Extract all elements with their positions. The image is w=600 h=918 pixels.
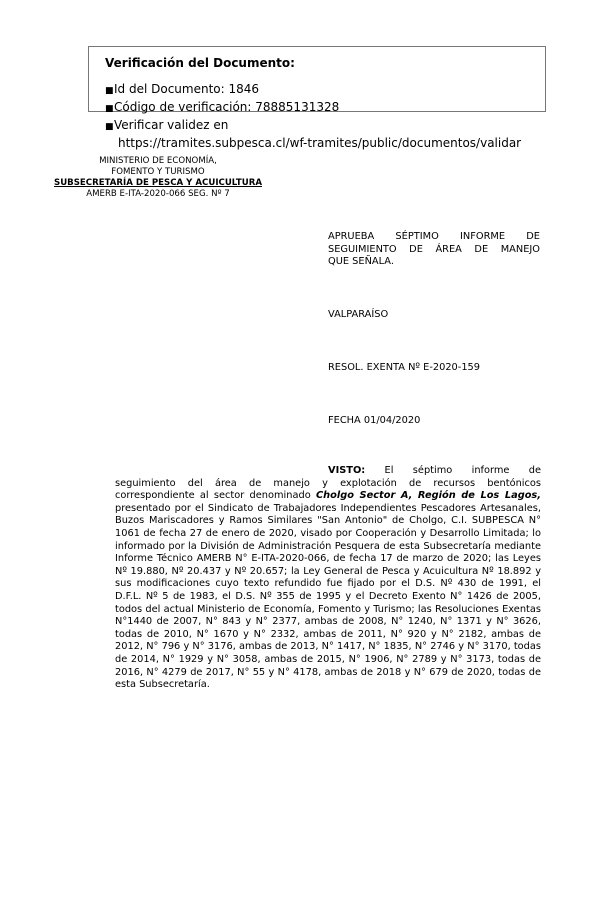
visto-first-line — [115, 465, 541, 478]
verification-code-item — [105, 99, 521, 117]
verify-validity-label: Verificar validez en — [114, 118, 229, 132]
issuer-header — [30, 156, 286, 200]
subsecretaria-name: SUBSECRETARÍA DE PESCA Y ACUICULTURA — [54, 178, 262, 188]
visto-label: VISTO: — [328, 465, 366, 476]
resolution-number: RESOL. EXENTA Nº E-2020-159 — [328, 362, 481, 373]
bullet-icon: ■ — [105, 122, 114, 132]
verification-code: Código de verificación: 78885131328 — [114, 100, 340, 114]
summary-line: SEGUIMIENTO DE ÁREA DE MANEJO — [328, 243, 540, 255]
verification-list — [105, 81, 521, 151]
visto-paragraph — [115, 465, 541, 692]
visto-text-a: seguimiento del área de manejo y explotación de recursos bentónicos correspondiente al sector denominado — [115, 477, 541, 502]
sector-name: Cholgo Sector A, Región de Los Lagos, — [315, 490, 541, 502]
document-id-item — [105, 81, 521, 99]
verification-url[interactable]: https://tramites.subpesca.cl/wf-tramites/public/documentos/validar — [118, 136, 522, 150]
document-id: Id del Documento: 1846 — [114, 82, 260, 96]
resolution-summary — [328, 231, 540, 269]
visto-text-b: presentado por el Sindicato de Trabajadores Independientes Pescadores Artesanales, Buzos Mariscadores y Ramos Similares "San Antonio" de Cholgo, C.I. SUBPESCA N° 1061 de fecha 27 de enero de 2020, visado por Cooperación y Desarrollo Limitada; lo informado por la División de Administración Pesquera de esta Subsecretaría mediante Informe Técnico AMERB N° E-ITA-2020-066, de fecha 17 de marzo de 2020; las Leyes Nº 19.880, Nº 20.437 y Nº 20.657; la Ley General de Pesca y Acuicultura Nº 18.892 y sus modificaciones cuyo texto refundido fue fijado por el D.S. Nº 430 de 1991, el D.F.L. Nº 5 de 1983, el D.S. Nº 355 de 1995 y el Decreto Exento N° 1426 de 2005, todos del actual Ministerio de Economía, Fomento y Turismo; las Resoluciones Exentas N°1440 de 2007, N° 843 y N° 2377, ambas de 2008, N° 1240, N° 1371 y N° 3626, todas de 2010, N° 1670 y N° 2332, ambas de 2011, N° 920 y N° 2182, ambas de 2012, N° 796 y N° 3176, ambas de 2013, N° 1417, N° 1835, N° 2746 y N° 3170, todas de 2014, N° 1929 y N° 3058, ambas de 2015, N° 1906, N° 2789 y N° 3173, todas de 2016, N° 4279 de 2017, N° 55 y N° 4178, ambas de 2018 y N° 679 de 2020, todas de esta Subsecretaría. — [115, 502, 541, 691]
reference-code: AMERB E-ITA-2020-066 SEG. Nº 7 — [86, 189, 230, 199]
bullet-icon: ■ — [105, 86, 114, 96]
bullet-icon: ■ — [105, 104, 114, 114]
visto-first-line-text: El séptimo informe de — [365, 465, 541, 476]
summary-line: APRUEBA SÉPTIMO INFORME DE — [328, 231, 540, 242]
ministry-name-line1: MINISTERIO DE ECONOMÍA, — [99, 156, 217, 166]
ministry-name-line2: FOMENTO Y TURISMO — [111, 167, 205, 177]
summary-line: QUE SEÑALA. — [328, 256, 394, 267]
verification-title: Verificación del Documento: — [105, 56, 295, 70]
place: VALPARAÍSO — [328, 309, 389, 320]
resolution-date: FECHA 01/04/2020 — [328, 415, 421, 426]
verify-validity-item — [105, 117, 521, 151]
